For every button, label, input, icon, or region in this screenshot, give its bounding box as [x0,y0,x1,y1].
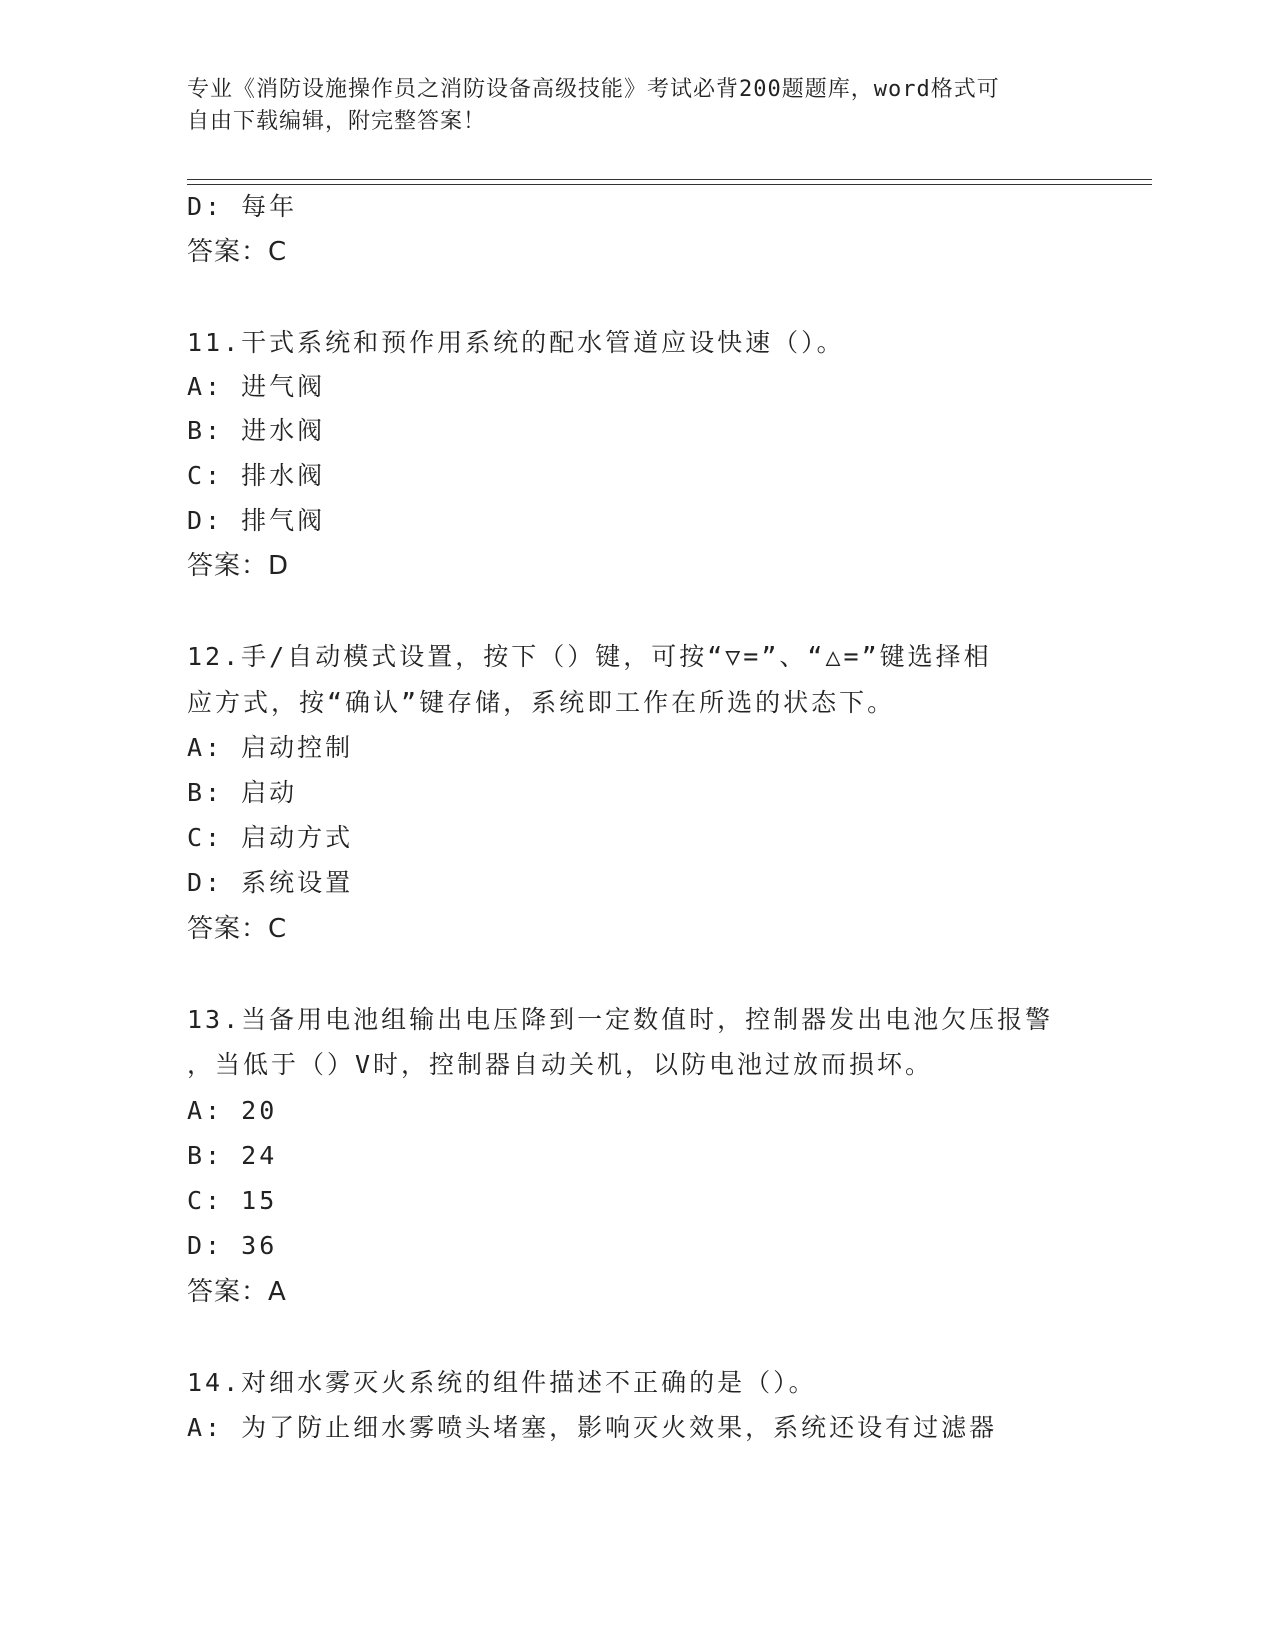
q13-option-d: D: 36 [187,1231,278,1260]
q13-stem-line-2: ，当低于（）V时，控制器自动关机，以防电池过放而损坏。 [187,1050,934,1079]
document-header [187,74,1067,138]
q13-option-c: C: 15 [187,1186,278,1215]
q13-stem-line-1: 13.当备用电池组输出电压降到一定数值时，控制器发出电池欠压报警 [187,1005,1054,1034]
q12-option-a: A: 启动控制 [187,733,354,762]
prev-option-d: D: 每年 [187,192,298,221]
q12-option-d: D: 系统设置 [187,868,354,897]
q14-stem: 14.对细水雾灭火系统的组件描述不正确的是（）。 [187,1368,817,1397]
q11-option-d: D: 排气阀 [187,506,326,535]
header-line-2: 自由下载编辑，附完整答案！ [187,109,487,134]
q12-option-c: C: 启动方式 [187,823,354,852]
header-divider-top [187,179,1152,180]
q11-answer: 答案：D [187,551,290,581]
q11-option-c: C: 排水阀 [187,461,326,490]
q12-stem-line-2: 应方式，按“确认”键存储，系统即工作在所选的状态下。 [187,688,896,717]
q13-option-b: B: 24 [187,1141,278,1170]
q12-answer: 答案：C [187,914,288,944]
q13-answer: 答案：A [187,1277,287,1307]
q11-option-a: A: 进气阀 [187,372,326,401]
q13-option-a: A: 20 [187,1096,278,1125]
q12-option-b: B: 启动 [187,778,298,807]
prev-answer: 答案：C [187,237,288,267]
q14-option-a: A: 为了防止细水雾喷头堵塞，影响灭火效果，系统还设有过滤器 [187,1413,998,1442]
header-divider-bottom [187,184,1152,185]
header-line-1: 专业《消防设施操作员之消防设备高级技能》考试必背200题题库，word格式可 [187,77,1000,102]
q11-stem: 11.干式系统和预作用系统的配水管道应设快速（）。 [187,328,845,357]
q11-option-b: B: 进水阀 [187,416,326,445]
q12-stem-line-1: 12.手/自动模式设置，按下（）键，可按“▽=”、“△=”键选择相 [187,642,992,671]
